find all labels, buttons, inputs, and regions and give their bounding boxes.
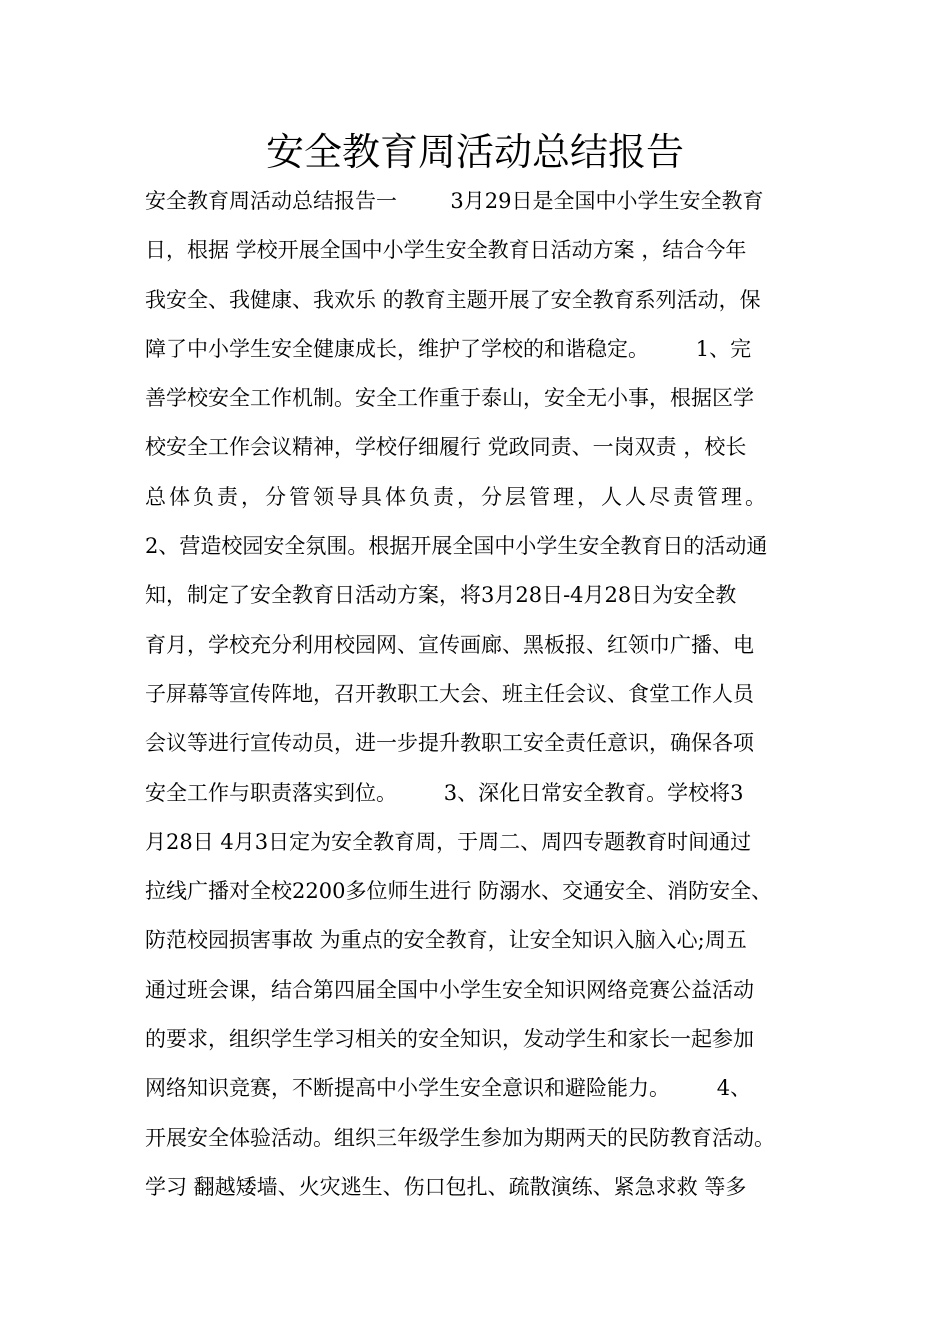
body-line-12: 会议等进行宣传动员，进一步提升教职工安全责任意识，确保各项 xyxy=(145,731,754,756)
body-line-8: 2、营造校园安全氛围。根据开展全国中小学生安全教育日的活动通 xyxy=(145,534,768,559)
body-line-17: 通过班会课，结合第四届全国中小学生安全知识网络竞赛公益活动 xyxy=(145,977,754,1002)
document-body xyxy=(145,188,835,1223)
body-line-15: 拉线广播对全校2200多位师生进行 防溺水、交通安全、消防安全、 xyxy=(145,879,773,904)
body-line-4: 障了中小学生安全健康成长，维护了学校的和谐稳定。 1、完 xyxy=(145,336,752,361)
body-line-2: 日，根据 学校开展全国中小学生安全教育日活动方案 ，结合今年 xyxy=(145,238,747,263)
body-line-11: 子屏幕等宣传阵地，召开教职工大会、班主任会议、食堂工作人员 xyxy=(145,681,754,706)
body-line-10: 育月，学校充分利用校园网、宣传画廊、黑板报、红领巾广播、电 xyxy=(145,632,754,657)
body-line-21: 学习 翻越矮墙、火灾逃生、伤口包扎、疏散演练、紧急求救 等多 xyxy=(145,1174,747,1199)
body-line-13: 安全工作与职责落实到位。 3、深化日常安全教育。学校将3 xyxy=(145,780,744,805)
body-line-20: 开展安全体验活动。组织三年级学生参加为期两天的民防教育活动。 xyxy=(145,1125,775,1150)
body-line-14: 月28日 4月3日定为安全教育周，于周二、周四专题教育时间通过 xyxy=(145,829,752,854)
document-title: 安全教育周活动总结报告 xyxy=(265,130,684,174)
body-line-1: 安全教育周活动总结报告一 3月29日是全国中小学生安全教育 xyxy=(145,189,764,213)
body-line-19: 网络知识竞赛，不断提高中小学生安全意识和避险能力。 4、 xyxy=(145,1076,752,1101)
body-line-7: 总体负责，分管领导具体负责，分层管理，人人尽责管理。 xyxy=(145,484,769,509)
body-line-16: 防范校园损害事故 为重点的安全教育，让安全知识入脑入心;周五 xyxy=(145,928,747,953)
body-line-3: 我安全、我健康、我欢乐 的教育主题开展了安全教育系列活动，保 xyxy=(145,287,761,312)
body-line-5: 善学校安全工作机制。安全工作重于泰山，安全无小事，根据区学 xyxy=(145,386,754,411)
body-line-9: 知，制定了安全教育日活动方案，将3月28日-4月28日为安全教 xyxy=(145,583,737,608)
body-line-18: 的要求，组织学生学习相关的安全知识，发动学生和家长一起参加 xyxy=(145,1027,754,1052)
body-line-6: 校安全工作会议精神，学校仔细履行 党政同责、一岗双责 ，校长 xyxy=(145,435,747,460)
